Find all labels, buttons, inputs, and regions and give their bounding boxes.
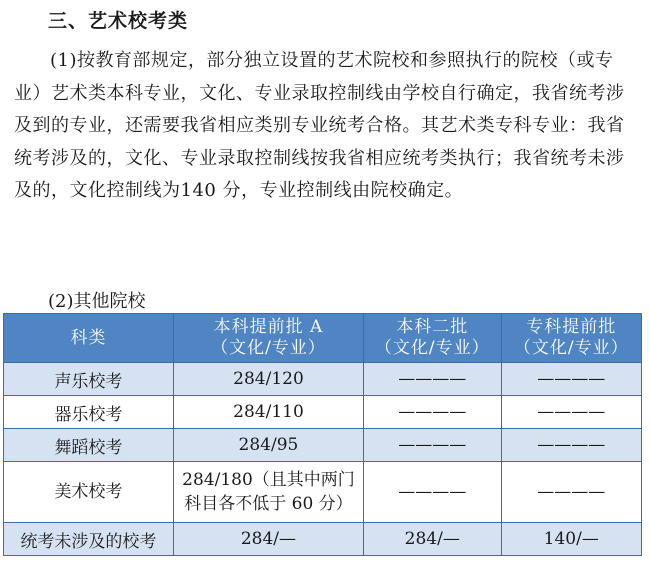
row-col-a [173,462,363,523]
row-col-a: 284/— [173,523,363,556]
header-col-a [173,314,363,363]
table-row [4,523,642,556]
row-col-a: 284/95 [173,429,363,462]
subsection-title: (2)其他院校 [48,291,146,312]
row-col-a: 284/110 [173,396,363,429]
row-category: 统考未涉及的校考 [4,523,174,556]
row-col-c: ———— [501,462,642,523]
row-col-c: ———— [501,396,642,429]
header-col-a-line1: 本科提前批 A [213,317,324,337]
table-row [4,396,642,429]
score-table [3,313,642,556]
row-col-c: ———— [501,363,642,396]
row-col-a: 284/120 [173,363,363,396]
row-category: 舞蹈校考 [4,429,174,462]
section-title: 三、艺术校考类 [48,10,189,32]
row-category: 声乐校考 [4,363,174,396]
row-category: 美术校考 [4,462,174,523]
table-row [4,363,642,396]
row-col-b: 284/— [364,523,501,556]
header-col-c-line2: （文化/专业） [513,338,629,358]
table-header-row [4,314,642,363]
row-col-b: ———— [364,462,501,523]
paragraph-text: (1)按教育部规定，部分独立设置的艺术院校和参照执行的院校（或专业）艺术类本科专业，文化、专业录取控制线由学校自行确定，我省统考涉及到的专业，还需要我省相应类别专业统考合格。其艺术类专科专业：我省统考涉及的，文化、专业录取控制线按我省相应统考类执行；我省统考未涉及的，文化控制线为140 分，专业控制线由院校确定。 [14,50,625,201]
row-col-a-line1: 284/180（且其中两门 [182,470,355,490]
row-col-c: 140/— [501,523,642,556]
header-col-b-line2: （文化/专业） [374,338,490,358]
row-col-a-line2: 科目各不低于 60 分） [184,494,353,514]
row-col-b: ———— [364,429,501,462]
row-category: 器乐校考 [4,396,174,429]
header-col-b-line1: 本科二批 [396,317,469,337]
header-col-c [501,314,642,363]
row-col-b: ———— [364,396,501,429]
table-row [4,429,642,462]
header-category: 科类 [4,314,174,363]
header-col-a-line2: （文化/专业） [211,338,326,358]
header-col-c-line1: 专科提前批 [526,317,617,337]
paragraph-item1 [14,45,634,208]
row-col-b: ———— [364,363,501,396]
table-row [4,462,642,523]
header-col-b [364,314,501,363]
row-col-c: ———— [501,429,642,462]
